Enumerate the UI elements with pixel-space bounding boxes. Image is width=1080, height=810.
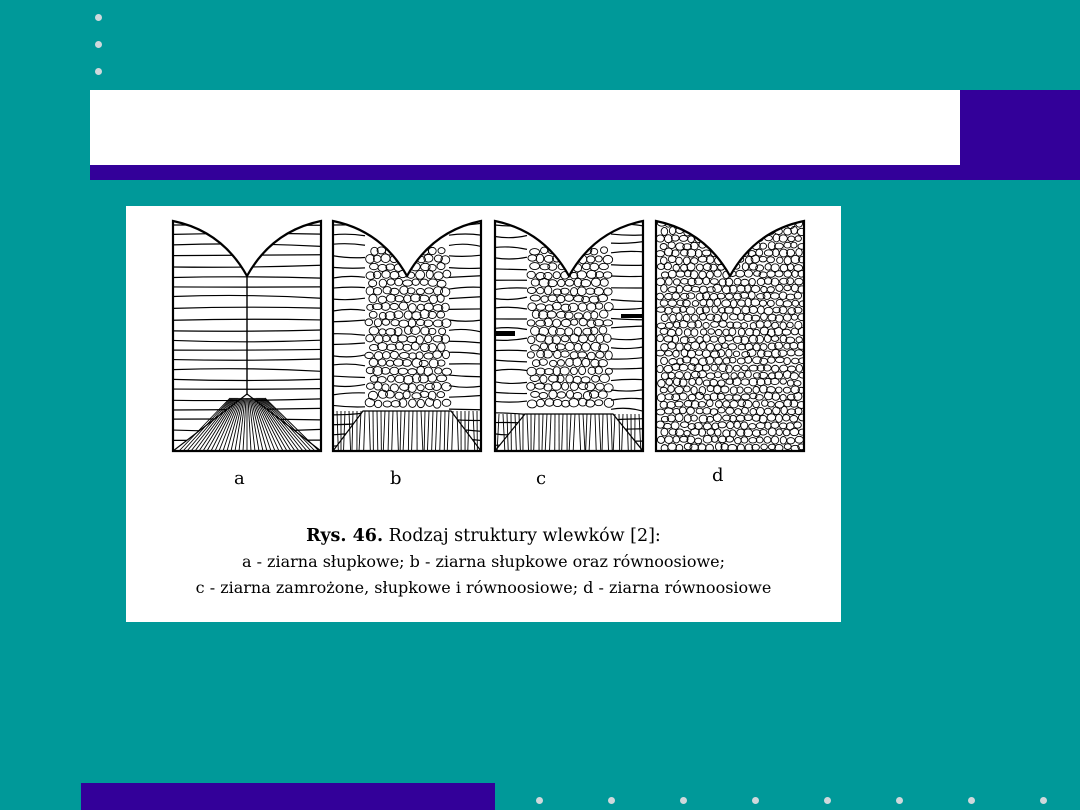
footer-dot-icon [680, 797, 687, 804]
figure-caption-line-2: a - ziarna słupkowe; b - ziarna słupkowe oraz równoosiowe; [241, 552, 726, 571]
footer-dot-icon [608, 797, 615, 804]
figure-caption-line-3: c - ziarna zamrożone, słupkowe i równoosiowe; d - ziarna równoosiowe [195, 578, 772, 597]
figure-caption-title [126, 526, 841, 546]
bullet-dot-icon [95, 68, 102, 75]
figure-number: Rys. 46. [306, 526, 384, 546]
panel-label-c: c [536, 468, 547, 489]
footer-dot-icon [752, 797, 759, 804]
ingot-panel-c [495, 221, 643, 451]
panel-label-b: b [390, 468, 402, 489]
title-underline-bar [90, 165, 1080, 180]
footer-dot-icon [1040, 797, 1047, 804]
footer-accent-bar [81, 783, 495, 810]
footer-dot-icon [968, 797, 975, 804]
ingot-panel-d [656, 219, 807, 452]
bullet-dot-icon [95, 14, 102, 21]
ingot-diagrams [126, 206, 841, 506]
slide-title-box [90, 90, 960, 165]
panel-label-a: a [234, 468, 245, 489]
panel-label-d: d [712, 465, 724, 486]
bullet-dot-icon [95, 41, 102, 48]
footer-dot-icon [896, 797, 903, 804]
ingot-panel-a [173, 221, 321, 451]
footer-dot-icon [824, 797, 831, 804]
ingot-panel-b [333, 221, 481, 451]
figure-ingot-structures [126, 206, 841, 622]
footer-dot-icon [536, 797, 543, 804]
figure-title: Rodzaj struktury wlewków [2]: [388, 526, 661, 546]
